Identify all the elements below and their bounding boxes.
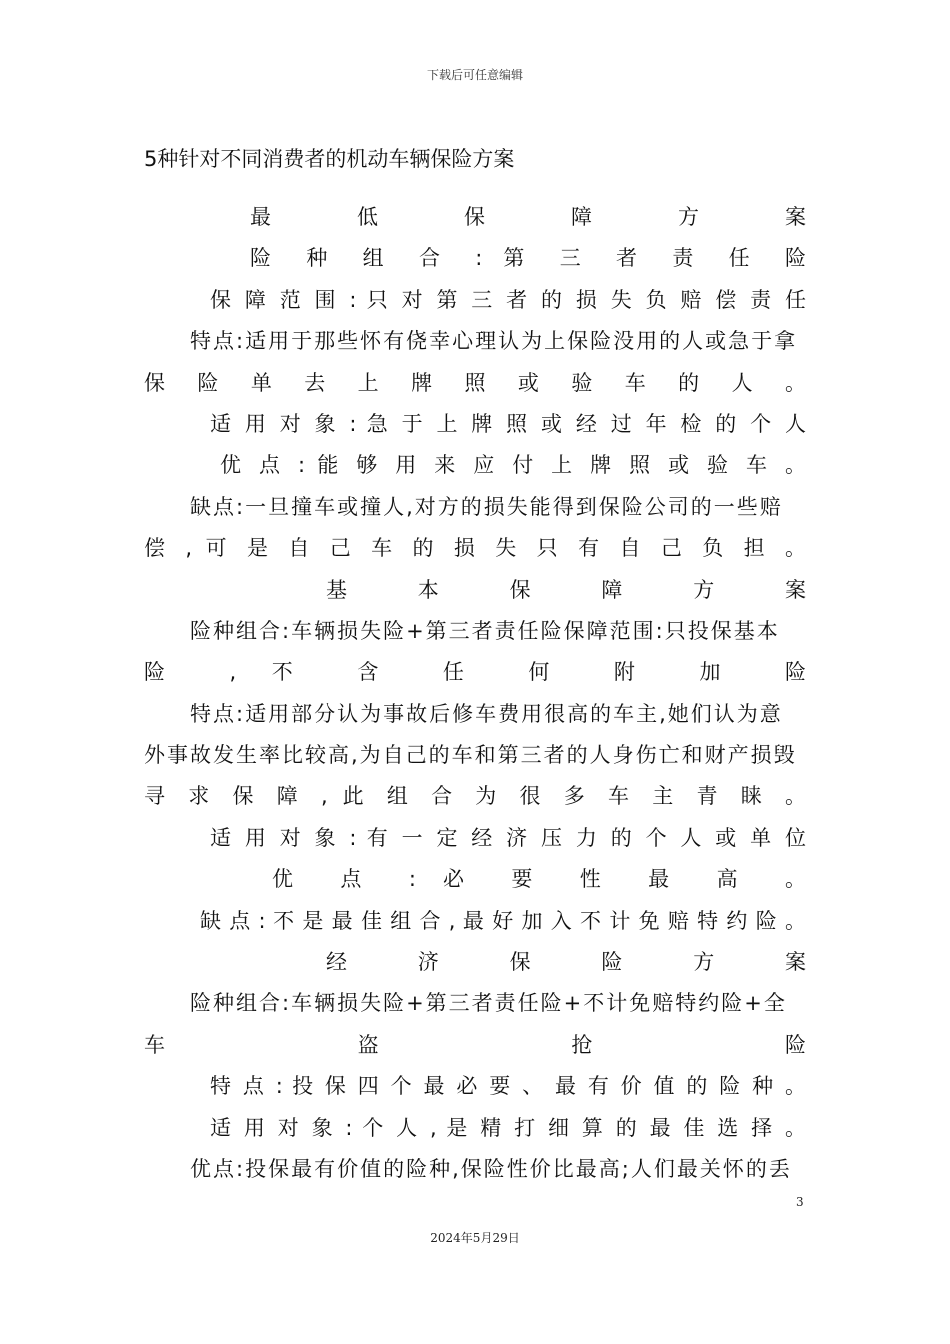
body-text-line: 保 障 范 围 : 只 对 第 三 者 的 损 失 负 赔 偿 责 任 bbox=[210, 287, 806, 312]
body-text-line: 险 种 组 合 : 第 三 者 责 任 险 bbox=[250, 246, 806, 271]
body-text-line: 外事故发生率比较高,为自己的车和第三者的人身伤亡和财产损毁 bbox=[144, 743, 797, 768]
body-text-line: 保 险 单 去 上 牌 照 或 验 车 的 人 。 bbox=[144, 370, 806, 395]
document-body bbox=[144, 197, 806, 1190]
body-text-line: 优点:投保最有价值的险种,保险性价比最高;人们最关怀的丢 bbox=[190, 1156, 792, 1181]
body-text-line: 缺点:一旦撞车或撞人,对方的损失能得到保险公司的一些赔 bbox=[190, 494, 783, 519]
body-text-line: 最 低 保 障 方 案 bbox=[250, 205, 806, 229]
body-text-line: 险种组合:车辆损失险+第三者责任险+不计免赔特约险+全 bbox=[190, 991, 787, 1016]
body-text-line: 适 用 对 象 : 个 人 , 是 精 打 细 算 的 最 佳 选 择 。 bbox=[210, 1115, 806, 1140]
body-text-line: 险种组合:车辆损失险+第三者责任险保障范围:只投保基本 bbox=[190, 618, 780, 643]
body-text-line: 基 本 保 障 方 案 bbox=[326, 577, 806, 602]
page-header: 下载后可任意编辑 bbox=[426, 68, 523, 82]
page-footer-date: 2024年5月29日 bbox=[430, 1231, 520, 1245]
body-text-line: 车 盗 抢 险 bbox=[144, 1032, 806, 1057]
page-number: 3 bbox=[796, 1195, 804, 1209]
body-text-line: 适 用 对 象 : 急 于 上 牌 照 或 经 过 年 检 的 个 人 bbox=[210, 411, 806, 436]
body-text-line: 适 用 对 象 : 有 一 定 经 济 压 力 的 个 人 或 单 位 bbox=[210, 825, 806, 850]
body-text-line: 优 点 : 能 够 用 来 应 付 上 牌 照 或 验 车 。 bbox=[220, 453, 806, 478]
document-title: 5种针对不同消费者的机动车辆保险方案 bbox=[144, 147, 515, 171]
body-text-line: 优 点 : 必 要 性 最 高 。 bbox=[272, 867, 806, 892]
body-text-line: 特 点 : 投 保 四 个 最 必 要 、 最 有 价 值 的 险 种 。 bbox=[210, 1074, 806, 1099]
body-text-line: 经 济 保 险 方 案 bbox=[326, 950, 806, 975]
body-text-line: 特点:适用部分认为事故后修车费用很高的车主,她们认为意 bbox=[190, 701, 783, 726]
body-text-line: 险 , 不 含 任 何 附 加 险 bbox=[144, 660, 806, 685]
body-text-line: 偿 , 可 是 自 己 车 的 损 失 只 有 自 己 负 担 。 bbox=[144, 536, 806, 561]
body-text-line: 寻 求 保 障 , 此 组 合 为 很 多 车 主 青 睐 。 bbox=[144, 784, 806, 809]
body-text-line: 特点:适用于那些怀有侥幸心理认为上保险没用的人或急于拿 bbox=[190, 329, 798, 354]
body-text-line: 缺 点 : 不 是 最 佳 组 合 , 最 好 加 入 不 计 免 赔 特 约 险 。 bbox=[200, 908, 806, 933]
